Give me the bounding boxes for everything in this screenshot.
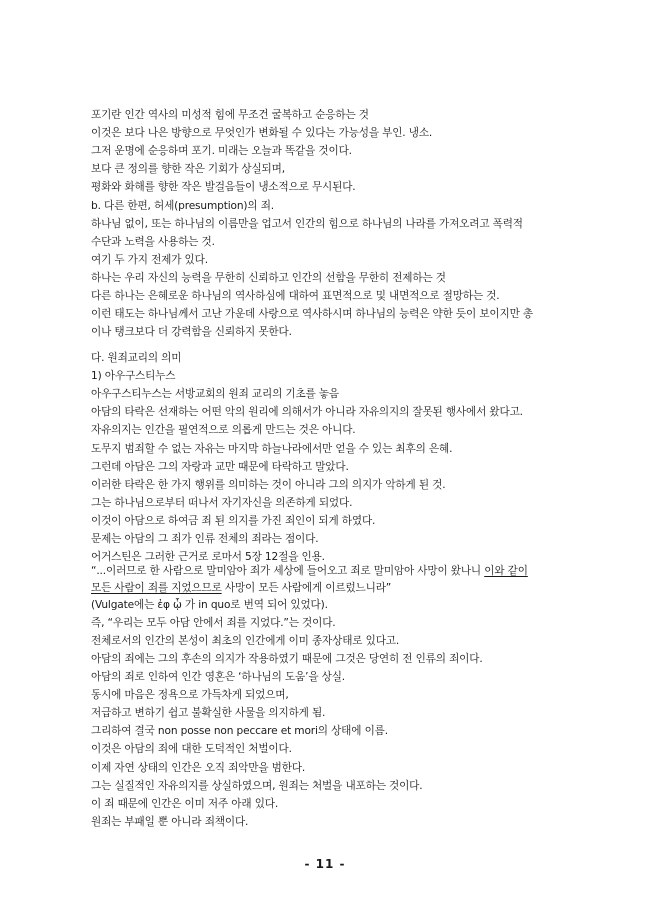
text-line: (Vulgate에는 ἐφ ᾧ 가 in quo로 번역 되어 있었다).: [91, 599, 328, 611]
text-line: 자유의지는 인간을 필연적으로 의롭게 만드는 것은 아니다.: [91, 424, 356, 437]
text-line: 이것이 아담으로 하여금 죄 된 의지를 가진 죄인이 되게 하였다.: [91, 514, 376, 527]
text-line: 이러한 타락은 한 가지 행위를 의미하는 것이 아니라 그의 의지가 악하게 된 것.: [91, 478, 446, 491]
text-line: 하나님 없이, 또는 하나님의 이름만을 업고서 인간의 힘으로 하나님의 나라를 가져오려고 폭력적: [91, 217, 523, 230]
text-line: 즉, “우리는 모두 아담 안에서 죄를 지었다.”는 것이다.: [91, 617, 336, 629]
text-line: 그저 운명에 순응하며 포기. 미래는 오늘과 똑같을 것이다.: [91, 145, 352, 158]
text-line: 이것은 아담의 죄에 대한 도덕적인 처벌이다.: [91, 743, 292, 756]
text-line: 여기 두 가지 전제가 있다.: [91, 253, 208, 266]
text-line: 포기란 인간 역사의 미성적 힘에 무조건 굴복하고 순응하는 것: [91, 109, 369, 121]
text-line: 저급하고 변하기 쉽고 불확실한 사물을 의지하게 됨.: [91, 707, 326, 720]
quote-line1-underlined: 이와 같이: [484, 565, 528, 577]
text-line: 아담의 죄로 인하여 인간 영혼은 ‘하나님의 도움’을 상실.: [91, 671, 346, 684]
text-line: 전체로서의 인간의 본성이 최초의 인간에게 이미 종자상태로 있다고.: [91, 635, 400, 648]
quote-line2-text: 사망이 모든 사람에게 이르렀느니라”: [221, 582, 392, 594]
text-line: 하나는 우리 자신의 능력을 무한히 신뢰하고 인간의 선함을 무한히 전제하는 것: [91, 271, 446, 284]
text-line: 이제 자연 상태의 인간은 오직 죄악만을 범한다.: [91, 761, 306, 774]
text-line: 다른 하나는 은혜로운 하나님의 역사하심에 대하여 표면적으로 및 내면적으로 절망하는 것.: [91, 290, 500, 302]
text-line: 그는 실질적인 자유의지를 상실하였으며, 원죄는 처벌을 내포하는 것이다.: [91, 779, 423, 792]
text-line: 어거스틴은 그러한 근거로 로마서 5장 12절을 인용.: [91, 551, 325, 564]
quote-line1-text: “...이러므로 한 사람으로 말미암아 죄가 세상에 들어오고 죄로 말미암아 사망이 왔나니: [91, 565, 485, 577]
text-line: 그리하여 결국 non posse non peccare et mori의 상태에 이름.: [91, 725, 388, 738]
text-line: 그는 하나님으로부터 떠나서 자기자신을 의존하게 되었다.: [91, 496, 353, 509]
quote-line: [91, 564, 528, 578]
text-line: 아우구스티누스는 서방교회의 원죄 교리의 기초를 놓음: [91, 388, 340, 401]
text-line: 평화와 화해를 향한 작은 발걸음들이 냉소적으로 무시된다.: [91, 181, 356, 194]
text-line: 문제는 아담의 그 죄가 인류 전체의 죄라는 점이다.: [91, 533, 319, 545]
text-line: 수단과 노력을 사용하는 것.: [91, 235, 215, 248]
text-line: 이나 탱크보다 더 강력함을 신뢰하지 못한다.: [91, 326, 292, 339]
text-line: 1) 아우구스티누스: [91, 370, 176, 383]
text-line: b. 다른 한편, 허세(presumption)의 죄.: [91, 199, 275, 212]
text-line: 아담의 죄에는 그의 후손의 의지가 작용하였기 때문에 그것은 당연히 전 인류의 죄이다.: [91, 653, 483, 666]
page-number: - 11 -: [304, 857, 346, 871]
text-line: 원죄는 부패일 뿐 아니라 죄책이다.: [91, 815, 249, 828]
text-line: 이 죄 때문에 인간은 이미 저주 아래 있다.: [91, 797, 279, 810]
text-line: 이것은 보다 나은 방향으로 무엇인가 변화될 수 있다는 가능성을 부인. 냉소.: [91, 127, 433, 140]
quote-line2-underlined: 모든 사람이 죄를 지었으므로: [91, 582, 222, 594]
quote-line: [91, 581, 391, 595]
text-line: 도무지 범죄할 수 없는 자유는 마지막 하늘나라에서만 얻을 수 있는 최후의 은혜.: [91, 442, 453, 455]
text-line: 보다 큰 정의를 향한 작은 기회가 상실되며,: [91, 163, 285, 176]
text-line: 그런데 아담은 그의 자랑과 교만 때문에 타락하고 말았다.: [91, 460, 349, 473]
text-line: 이런 태도는 하나님께서 고난 가운데 사랑으로 역사하시며 하나님의 능력은 약한 듯이 보이지만 총: [91, 308, 533, 321]
text-line: 아담의 타락은 선재하는 어떤 악의 원리에 의해서가 아니라 자유의지의 잘못된 행사에서 왔다고.: [91, 406, 523, 419]
text-line: 동시에 마음은 정욕으로 가득차게 되었으며,: [91, 689, 289, 702]
text-line: 다. 원죄교리의 의미: [91, 352, 182, 364]
